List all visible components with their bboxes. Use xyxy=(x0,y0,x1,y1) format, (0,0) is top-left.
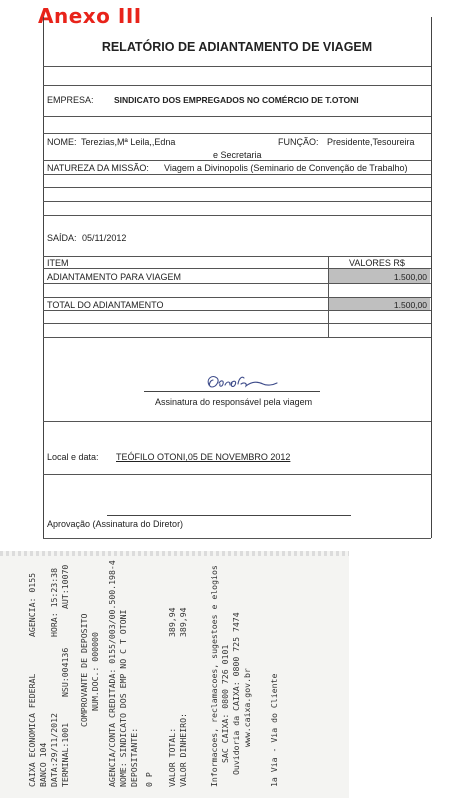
receipt-comprovante: COMPROVANTE DE DEPOSITO xyxy=(79,613,89,727)
receipt-info-line3: Ouvidoria da CAIXA: 0800 725 7474 xyxy=(231,612,241,775)
natureza-label: NATUREZA DA MISSÃO: xyxy=(47,163,149,173)
local-label: Local e data: xyxy=(47,452,99,462)
signature-line xyxy=(144,391,320,392)
funcao-value-cont: e Secretaria xyxy=(213,150,262,160)
receipt-info-line2: SAC CAIXA: 0800 726 0101 xyxy=(220,644,230,763)
receipt-num-doc: NUM.DOC.: 000000 xyxy=(90,632,100,711)
aprovacao-label: Aprovação (Assinatura do Diretor) xyxy=(47,519,184,529)
natureza-value: Viagem a Divinopolis (Seminario de Convenção de Trabalho) xyxy=(164,163,408,173)
rule xyxy=(43,201,431,202)
receipt-aut: AUT:10070 xyxy=(60,564,70,609)
rule xyxy=(43,85,431,86)
funcao-value: Presidente,Tesoureira xyxy=(327,137,415,147)
receipt-valor-dinheiro: 389,94 xyxy=(178,607,188,637)
adiantamento-value: 1.500,00 xyxy=(393,272,427,282)
funcao-label: FUNÇÃO: xyxy=(278,137,319,147)
rule xyxy=(43,310,431,311)
empresa-value: SINDICATO DOS EMPREGADOS NO COMÉRCIO DE T.OTONI xyxy=(114,95,359,105)
receipt-depositante: DEPOSITANTE: xyxy=(129,727,139,787)
receipt-ag-conta: AGENCIA/CONTA CREDITADA: 0155/003/00.500.198-4 xyxy=(107,560,117,787)
receipt-valor-total-label: VALOR TOTAL: xyxy=(167,727,177,787)
receipt-bank: CAIXA ECONOMICA FEDERAL xyxy=(27,673,37,787)
rule xyxy=(43,174,431,175)
valores-header: VALORES R$ xyxy=(349,258,405,268)
receipt-hora: HORA: 15:23:38 xyxy=(49,567,59,637)
assinatura-label: Assinatura do responsável pela viagem xyxy=(155,397,313,407)
handwritten-signature xyxy=(203,369,283,400)
rule xyxy=(43,538,431,539)
receipt-nsu: NSU:004136 xyxy=(60,647,70,697)
rule xyxy=(43,323,431,324)
total-label: TOTAL DO ADIANTAMENTO xyxy=(47,300,164,310)
nome-value: Terezias,Mª Leila,,Edna xyxy=(81,137,176,147)
rule xyxy=(43,187,431,188)
saida-label: SAÍDA: xyxy=(47,233,77,243)
rule xyxy=(43,283,431,284)
rule xyxy=(43,160,431,161)
receipt-info-line1: Informacoes, reclamacoes, sugestoes e elogios xyxy=(209,565,219,787)
rule xyxy=(43,256,431,257)
adiantamento-label: ADIANTAMENTO PARA VIAGEM xyxy=(47,272,182,282)
receipt-op: 0 P xyxy=(144,772,154,787)
receipt-via: 1a Via - Via do Cliente xyxy=(269,673,279,787)
receipt-data: DATA:29/11/2012 xyxy=(49,713,59,787)
nome-label: NOME: xyxy=(47,137,77,147)
rule xyxy=(43,66,431,67)
receipt-agencia: AGENCIA: 0155 xyxy=(27,572,37,637)
receipt-text-block xyxy=(27,555,327,787)
local-value: TEÓFILO OTONI,05 DE NOVEMBRO 2012 xyxy=(116,452,291,462)
total-value: 1.500,00 xyxy=(393,300,427,310)
receipt-valor-dinheiro-label: VALOR DINHEIRO: xyxy=(178,713,188,787)
rule xyxy=(43,474,431,475)
receipt-info-line4: www.caixa.gov.br xyxy=(242,668,252,747)
rule xyxy=(43,421,431,422)
rule xyxy=(43,215,431,216)
empresa-label: EMPRESA: xyxy=(47,95,94,105)
receipt-valor-total: 389,94 xyxy=(167,607,177,637)
saida-value: 05/11/2012 xyxy=(82,233,127,243)
form-title: RELATÓRIO DE ADIANTAMENTO DE VIAGEM xyxy=(101,40,373,54)
rule xyxy=(43,116,431,117)
receipt-banco: BANCO 104 xyxy=(38,742,48,787)
receipt-nome: NOME: SINDICATO DOS EMP NO C T OTONI xyxy=(118,609,128,787)
annex-label: Anexo III xyxy=(38,4,142,28)
rule xyxy=(43,337,431,338)
director-signature-line xyxy=(107,515,351,516)
item-header: ITEM xyxy=(47,258,69,268)
rule xyxy=(43,133,431,134)
receipt-terminal: TERMINAL:1001 xyxy=(60,722,70,787)
